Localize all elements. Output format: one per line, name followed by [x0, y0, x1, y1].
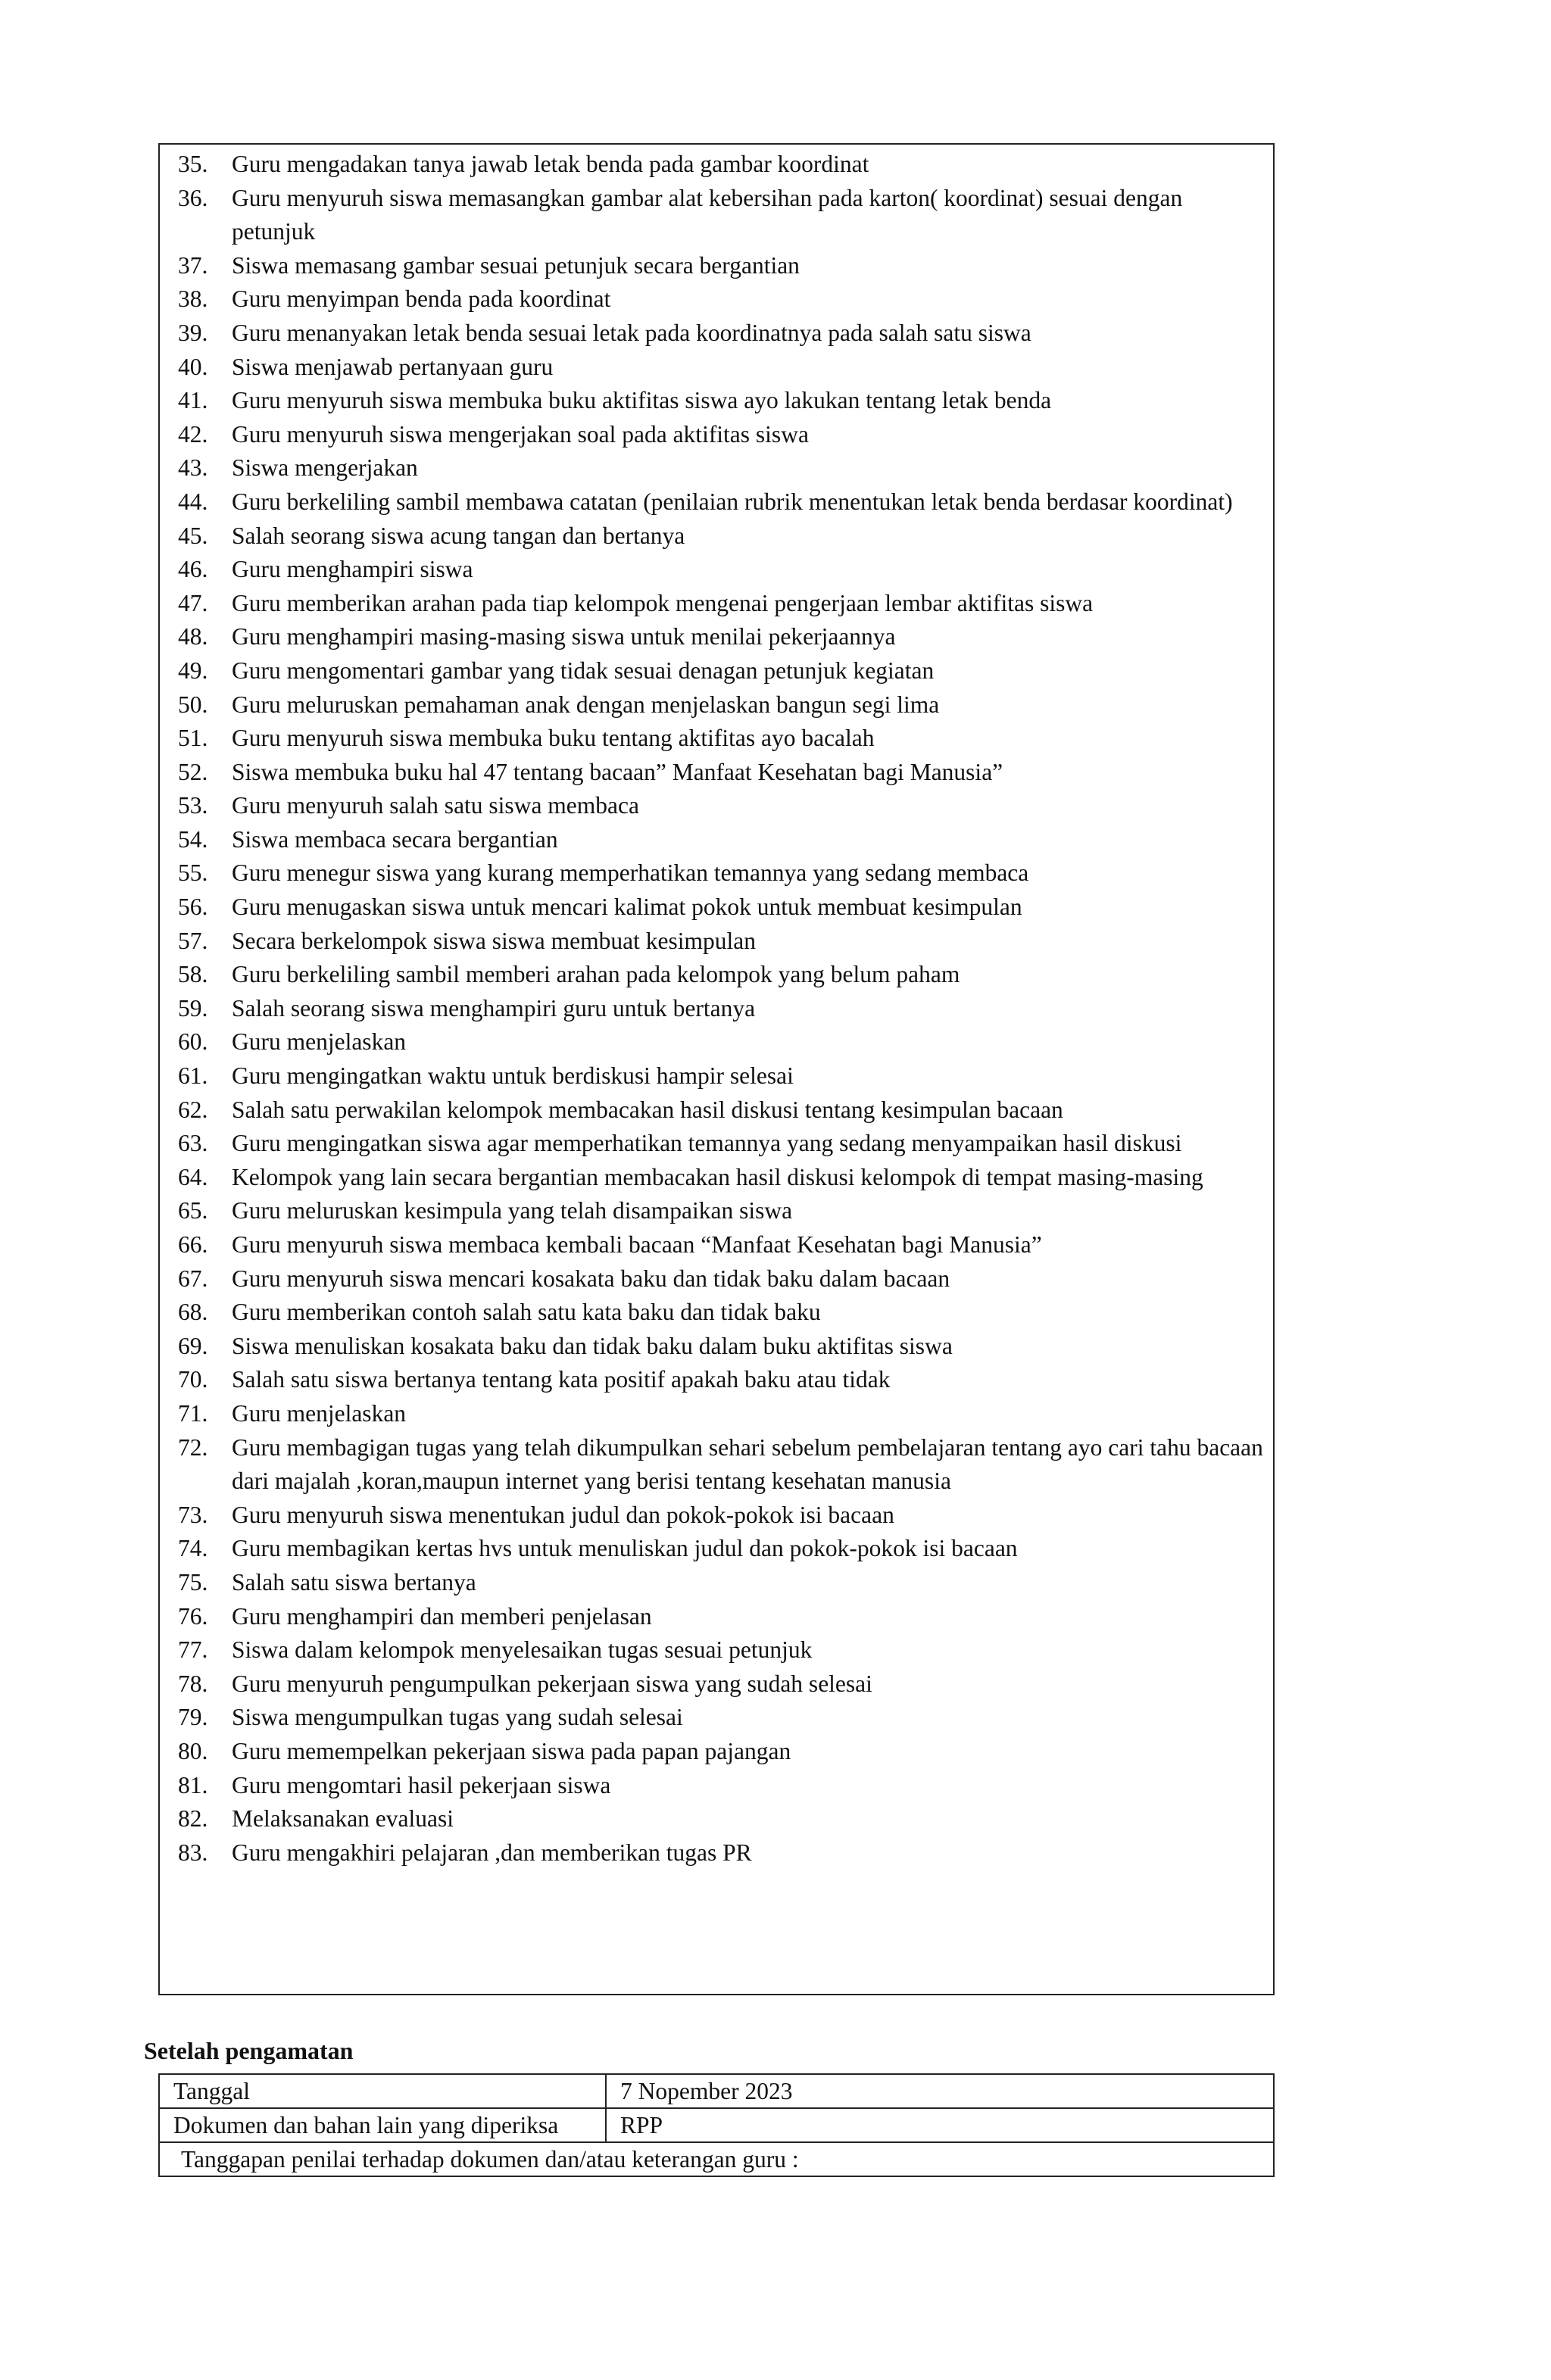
- section-title: Setelah pengamatan: [144, 2037, 354, 2064]
- list-item: [160, 553, 1273, 587]
- list-item-text: Guru meluruskan kesimpula yang telah disampaikan siswa: [232, 1197, 793, 1224]
- list-item: [160, 1296, 1273, 1330]
- list-item: [160, 182, 1273, 249]
- list-item-number: 59.: [178, 994, 208, 1022]
- list-item-number: 66.: [178, 1231, 208, 1258]
- list-item: [160, 1431, 1273, 1499]
- list-item-number: 55.: [178, 859, 208, 887]
- list-item: [160, 1127, 1273, 1161]
- list-item-number: 44.: [178, 488, 208, 515]
- list-item: [160, 1499, 1273, 1533]
- list-item: [160, 519, 1273, 554]
- list-item-text: Guru menyuruh siswa membuka buku tentang aktifitas ayo bacalah: [232, 725, 875, 752]
- list-item: [160, 1161, 1273, 1195]
- table-row-documents: [159, 2108, 1274, 2142]
- list-item-text: Guru mengadakan tanya jawab letak benda pada gambar koordinat: [232, 151, 869, 177]
- list-item-text: Guru mengomtari hasil pekerjaan siswa: [232, 1771, 611, 1798]
- list-item: [160, 958, 1273, 992]
- list-item-text: Guru berkeliling sambil membawa catatan (penilaian rubrik menentukan letak benda berdasar koordinat): [232, 488, 1233, 515]
- list-item-text: Guru memberikan arahan pada tiap kelompok mengenai pengerjaan lembar aktifitas siswa: [232, 589, 1094, 616]
- table-row-response: [159, 2142, 1274, 2176]
- list-item: [160, 1025, 1273, 1059]
- list-item-text: Guru memberikan contoh salah satu kata baku dan tidak baku: [232, 1299, 821, 1326]
- list-item-text: Guru mengomentari gambar yang tidak sesuai denagan petunjuk kegiatan: [232, 657, 935, 684]
- list-item-number: 47.: [178, 589, 208, 616]
- list-item-number: 35.: [178, 151, 208, 177]
- list-item-number: 50.: [178, 691, 208, 718]
- list-item-text: Guru menyuruh siswa memasangkan gambar alat kebersihan pada karton( koordinat) sesuai dengan petunjuk: [232, 184, 1183, 245]
- table-row-date: [159, 2074, 1274, 2108]
- list-item-number: 75.: [178, 1568, 208, 1596]
- list-item: [160, 654, 1273, 688]
- list-item-text: Guru menyuruh siswa membuka buku aktifitas siswa ayo lakukan tentang letak benda: [232, 387, 1052, 414]
- list-item-text: Salah satu siswa bertanya: [232, 1568, 476, 1596]
- list-item-text: Siswa menuliskan kosakata baku dan tidak baku dalam buku aktifitas siswa: [232, 1332, 953, 1359]
- documents-value: RPP: [606, 2108, 1274, 2142]
- list-item: [160, 1330, 1273, 1364]
- list-item-text: Secara berkelompok siswa siswa membuat kesimpulan: [232, 927, 756, 954]
- list-item-number: 41.: [178, 387, 208, 414]
- list-item: [160, 620, 1273, 654]
- list-item-number: 38.: [178, 285, 208, 313]
- list-item-number: 83.: [178, 1839, 208, 1866]
- list-item-text: Salah satu siswa bertanya tentang kata positif apakah baku atau tidak: [232, 1366, 891, 1393]
- list-item-number: 82.: [178, 1805, 208, 1833]
- list-item-number: 70.: [178, 1366, 208, 1393]
- list-item: [160, 1802, 1273, 1836]
- list-item-text: Guru menjelaskan: [232, 1399, 407, 1427]
- list-item-number: 58.: [178, 961, 208, 988]
- list-item-number: 57.: [178, 927, 208, 954]
- list-item-text: Siswa dalam kelompok menyelesaikan tugas sesuai petunjuk: [232, 1636, 813, 1664]
- list-item-number: 62.: [178, 1096, 208, 1123]
- list-item-number: 63.: [178, 1130, 208, 1157]
- list-item-number: 49.: [178, 657, 208, 684]
- after-observation-table: [158, 2073, 1275, 2177]
- list-item-number: 46.: [178, 556, 208, 583]
- list-item: [160, 789, 1273, 823]
- list-item-text: Salah seorang siswa menghampiri guru untuk bertanya: [232, 994, 756, 1022]
- list-item-number: 54.: [178, 825, 208, 853]
- list-item-number: 36.: [178, 184, 208, 211]
- list-item-number: 76.: [178, 1602, 208, 1630]
- list-item-number: 65.: [178, 1197, 208, 1224]
- list-item: [160, 384, 1273, 418]
- list-item-text: Guru menanyakan letak benda sesuai letak pada koordinatnya pada salah satu siswa: [232, 319, 1031, 346]
- list-item: [160, 891, 1273, 925]
- list-item-number: 79.: [178, 1704, 208, 1731]
- date-label: Tanggal: [159, 2074, 606, 2108]
- list-item-number: 77.: [178, 1636, 208, 1664]
- list-item-text: Siswa mengumpulkan tugas yang sudah selesai: [232, 1704, 683, 1731]
- list-item: [160, 722, 1273, 756]
- list-item-number: 39.: [178, 319, 208, 346]
- list-item-number: 80.: [178, 1737, 208, 1764]
- list-item: [160, 856, 1273, 891]
- list-item: [160, 1363, 1273, 1397]
- list-item-text: Siswa mengerjakan: [232, 454, 418, 482]
- list-item-number: 56.: [178, 894, 208, 921]
- list-item-number: 64.: [178, 1163, 208, 1190]
- list-item: [160, 1262, 1273, 1296]
- list-item-number: 43.: [178, 454, 208, 482]
- list-item-text: Siswa membuka buku hal 47 tentang bacaan” Manfaat Kesehatan bagi Manusia”: [232, 758, 1003, 785]
- list-item: [160, 688, 1273, 722]
- list-item: [160, 925, 1273, 959]
- list-item: [160, 1769, 1273, 1803]
- list-item: [160, 418, 1273, 452]
- list-item: [160, 1566, 1273, 1600]
- list-item-text: Guru berkeliling sambil memberi arahan pada kelompok yang belum paham: [232, 961, 960, 988]
- list-item: [160, 317, 1273, 351]
- list-item-number: 40.: [178, 353, 208, 380]
- list-item-number: 48.: [178, 623, 208, 650]
- list-item-number: 51.: [178, 725, 208, 752]
- list-item: [160, 249, 1273, 283]
- list-item: [160, 1397, 1273, 1431]
- list-item: [160, 1194, 1273, 1228]
- list-item: [160, 1600, 1273, 1634]
- list-item-number: 42.: [178, 420, 208, 448]
- list-item-number: 53.: [178, 792, 208, 819]
- list-item-number: 69.: [178, 1332, 208, 1359]
- list-item-text: Guru menghampiri dan memberi penjelasan: [232, 1602, 652, 1630]
- documents-label: Dokumen dan bahan lain yang diperiksa: [159, 2108, 606, 2142]
- list-item-text: Guru mengingatkan siswa agar memperhatikan temannya yang sedang menyampaikan hasil diskusi: [232, 1130, 1182, 1157]
- list-item-text: Guru membagikan kertas hvs untuk menuliskan judul dan pokok-pokok isi bacaan: [232, 1535, 1018, 1562]
- list-item-text: Guru menegur siswa yang kurang memperhatikan temannya yang sedang membaca: [232, 859, 1029, 887]
- list-item: [160, 823, 1273, 857]
- list-item-number: 52.: [178, 758, 208, 785]
- list-item-number: 68.: [178, 1299, 208, 1326]
- observation-list-box: [158, 143, 1275, 1995]
- list-item-number: 61.: [178, 1062, 208, 1090]
- list-item-text: Guru menyuruh salah satu siswa membaca: [232, 792, 639, 819]
- list-item-number: 67.: [178, 1265, 208, 1292]
- list-item-text: Guru menyuruh pengumpulkan pekerjaan siswa yang sudah selesai: [232, 1670, 872, 1697]
- list-item-text: Siswa membaca secara bergantian: [232, 825, 558, 853]
- list-item: [160, 1532, 1273, 1566]
- list-item: [160, 451, 1273, 485]
- list-item-number: 74.: [178, 1535, 208, 1562]
- list-item-text: Salah satu perwakilan kelompok membacakan hasil diskusi tentang kesimpulan bacaan: [232, 1096, 1063, 1123]
- list-item-text: Siswa memasang gambar sesuai petunjuk secara bergantian: [232, 251, 800, 279]
- list-item-text: Guru menghampiri siswa: [232, 556, 473, 583]
- list-item-text: Guru menjelaskan: [232, 1028, 407, 1056]
- list-item-number: 73.: [178, 1501, 208, 1528]
- observation-list: [160, 148, 1273, 1870]
- list-item-number: 81.: [178, 1771, 208, 1798]
- list-item-text: Guru menyuruh siswa membaca kembali bacaan “Manfaat Kesehatan bagi Manusia”: [232, 1231, 1042, 1258]
- list-item-text: Guru membagigan tugas yang telah dikumpulkan sehari sebelum pembelajaran tentang ayo cari tahu bacaan dari majalah ,koran,maupun internet yang berisi tentang kesehatan manusia: [232, 1433, 1263, 1495]
- date-value: 7 Nopember 2023: [606, 2074, 1274, 2108]
- list-item: [160, 1633, 1273, 1667]
- list-item-text: Guru menyuruh siswa mengerjakan soal pada aktifitas siswa: [232, 420, 809, 448]
- list-item-text: Siswa menjawab pertanyaan guru: [232, 353, 554, 380]
- list-item: [160, 1093, 1273, 1128]
- list-item: [160, 282, 1273, 317]
- list-item: [160, 485, 1273, 519]
- list-item-text: Salah seorang siswa acung tangan dan bertanya: [232, 522, 685, 549]
- list-item: [160, 1735, 1273, 1769]
- list-item: [160, 1836, 1273, 1870]
- list-item-number: 78.: [178, 1670, 208, 1697]
- list-item-number: 60.: [178, 1028, 208, 1056]
- list-item-text: Guru mengakhiri pelajaran ,dan memberikan tugas PR: [232, 1839, 752, 1866]
- list-item: [160, 756, 1273, 790]
- list-item-number: 37.: [178, 251, 208, 279]
- list-item-text: Guru menyuruh siswa menentukan judul dan pokok-pokok isi bacaan: [232, 1501, 894, 1528]
- list-item-text: Guru menyimpan benda pada koordinat: [232, 285, 611, 313]
- list-item: [160, 351, 1273, 385]
- list-item: [160, 1667, 1273, 1702]
- list-item-text: Guru memempelkan pekerjaan siswa pada papan pajangan: [232, 1737, 791, 1764]
- list-item-number: 71.: [178, 1399, 208, 1427]
- list-item-number: 45.: [178, 522, 208, 549]
- list-item: [160, 587, 1273, 621]
- list-item: [160, 992, 1273, 1026]
- list-item-text: Guru menugaskan siswa untuk mencari kalimat pokok untuk membuat kesimpulan: [232, 894, 1022, 921]
- list-item: [160, 1059, 1273, 1093]
- list-item-text: Guru menyuruh siswa mencari kosakata baku dan tidak baku dalam bacaan: [232, 1265, 950, 1292]
- list-item-text: Kelompok yang lain secara bergantian membacakan hasil diskusi kelompok di tempat masing-masing: [232, 1163, 1203, 1190]
- list-item-text: Melaksanakan evaluasi: [232, 1805, 454, 1833]
- list-item-number: 72.: [178, 1433, 208, 1461]
- list-item: [160, 148, 1273, 182]
- list-item-text: Guru meluruskan pemahaman anak dengan menjelaskan bangun segi lima: [232, 691, 940, 718]
- list-item: [160, 1701, 1273, 1735]
- list-item-text: Guru mengingatkan waktu untuk berdiskusi hampir selesai: [232, 1062, 794, 1090]
- response-label: Tanggapan penilai terhadap dokumen dan/atau keterangan guru :: [159, 2142, 1274, 2176]
- list-item: [160, 1228, 1273, 1262]
- list-item-text: Guru menghampiri masing-masing siswa untuk menilai pekerjaannya: [232, 623, 896, 650]
